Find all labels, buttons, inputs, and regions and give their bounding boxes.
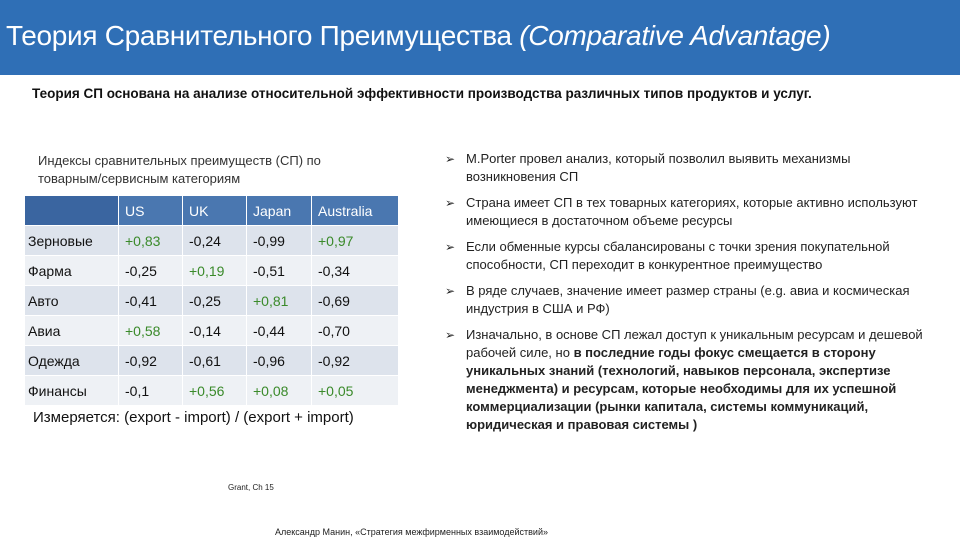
source-note: Grant, Ch 15 [228, 483, 274, 492]
arrow-bullet-icon: ➢ [445, 152, 456, 166]
cell-value: -0,70 [312, 316, 399, 346]
cell-value: +0,56 [183, 376, 247, 406]
arrow-bullet-icon: ➢ [445, 328, 456, 342]
bullet-item [445, 282, 925, 318]
slide-title-english: (Comparative Advantage) [519, 20, 831, 51]
table-row [25, 376, 399, 406]
table-row [25, 226, 399, 256]
row-category: Одежда [25, 346, 119, 376]
title-bar [0, 0, 960, 75]
cell-value: -0,24 [183, 226, 247, 256]
cell-value: -0,25 [119, 256, 183, 286]
bullet-item [445, 194, 925, 230]
bullet-item [445, 326, 925, 434]
comparative-advantage-table [25, 196, 399, 406]
table-header-uk: UK [183, 196, 247, 226]
cell-value: +0,81 [247, 286, 312, 316]
cell-value: -0,14 [183, 316, 247, 346]
cell-value: -0,99 [247, 226, 312, 256]
cell-value: -0,25 [183, 286, 247, 316]
table-row [25, 316, 399, 346]
cell-value: +0,97 [312, 226, 399, 256]
row-category: Фарма [25, 256, 119, 286]
cell-value: -0,51 [247, 256, 312, 286]
bullet-text: В ряде случаев, значение имеет размер страны (e.g. авиа и космическая индустрия в США и РФ) [466, 283, 910, 316]
table-header-japan: Japan [247, 196, 312, 226]
row-category: Финансы [25, 376, 119, 406]
arrow-bullet-icon: ➢ [445, 196, 456, 210]
row-category: Зерновые [25, 226, 119, 256]
cell-value: -0,41 [119, 286, 183, 316]
table-caption: Индексы сравнительных преимуществ (СП) по товарным/сервисным категориям [38, 153, 321, 186]
slide-subtitle: Теория СП основана на анализе относительной эффективности производства различных типов продуктов и услуг. [32, 86, 812, 101]
table-header-empty [25, 196, 119, 226]
cell-value: -0,61 [183, 346, 247, 376]
bullet-list [445, 150, 925, 442]
slide-title [6, 20, 830, 52]
cell-value: +0,83 [119, 226, 183, 256]
footer-author: Александр Манин, «Стратегия межфирменных взаимодействий» [275, 527, 548, 537]
arrow-bullet-icon: ➢ [445, 284, 456, 298]
slide-title-main: Теория Сравнительного Преимущества [6, 20, 520, 51]
cell-value: +0,58 [119, 316, 183, 346]
table-header-row [25, 196, 399, 226]
bullet-text: Если обменные курсы сбалансированы с точки зрения покупательной способности, СП переходит в конкурентное преимущество [466, 239, 890, 272]
cell-value: -0,1 [119, 376, 183, 406]
bullet-text-bold: в последние годы фокус смещается в сторону уникальных знаний (технологий, навыков персонала, экспертизе менеджмента) и ресурсам, которые необходимы для их успешной коммерциализации (рынки капитала, системы коммуникаций, юридическая и правовая системы ) [466, 345, 897, 432]
bullet-text: Изначально, в основе СП лежал доступ к уникальным ресурсам и дешевой рабочей силе, но [466, 327, 923, 360]
table-row [25, 346, 399, 376]
cell-value: -0,96 [247, 346, 312, 376]
table-row [25, 286, 399, 316]
row-category: Авто [25, 286, 119, 316]
arrow-bullet-icon: ➢ [445, 240, 456, 254]
bullet-text: M.Porter провел анализ, который позволил выявить механизмы возникновения СП [466, 151, 851, 184]
table-header-us: US [119, 196, 183, 226]
cell-value: -0,34 [312, 256, 399, 286]
bullet-text: Страна имеет СП в тех товарных категориях, которые активно используют имеющиеся в достаточном объеме ресурсы [466, 195, 918, 228]
cell-value: -0,44 [247, 316, 312, 346]
table-row [25, 256, 399, 286]
cell-value: -0,69 [312, 286, 399, 316]
bullet-item [445, 150, 925, 186]
formula-text: Измеряется: (export - import) / (export + import) [33, 409, 354, 426]
cell-value: +0,19 [183, 256, 247, 286]
cell-value: -0,92 [312, 346, 399, 376]
row-category: Авиа [25, 316, 119, 346]
table-header-australia: Australia [312, 196, 399, 226]
cell-value: -0,92 [119, 346, 183, 376]
cell-value: +0,05 [312, 376, 399, 406]
bullet-item [445, 238, 925, 274]
cell-value: +0,08 [247, 376, 312, 406]
